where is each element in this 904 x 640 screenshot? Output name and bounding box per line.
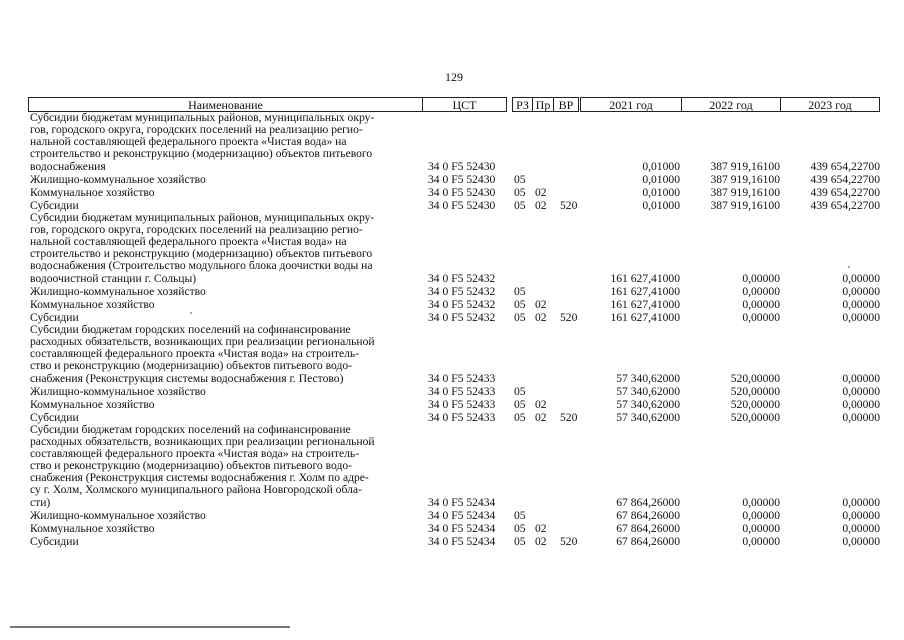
row-2021: 67 864,26000	[616, 509, 680, 522]
row-name: водоочистной станции г. Сольцы)	[30, 272, 197, 285]
row-2022: 0,00000	[742, 496, 780, 509]
row-2023: 0,00000	[842, 398, 880, 411]
header-2023: 2023 год	[780, 97, 880, 112]
row-2022: 520,00000	[730, 372, 780, 385]
header-2022: 2022 год	[681, 97, 781, 112]
row-cst: 34 0 F5 52430	[428, 186, 496, 199]
row-2022: 387 919,16100	[710, 173, 780, 186]
block-title: Субсидии бюджетам городских поселений на софинансирование расходных обязательств, возникающих при реализации региональной составляющей федерального проекта «Чистая вода» на строитель- ство и реконструкцию (модернизацию) объектов питьевого водо-	[30, 323, 375, 372]
row-2022: 387 919,16100	[710, 199, 780, 212]
row-name: Субсидии	[30, 535, 79, 548]
row-cst: 34 0 F5 52433	[428, 411, 496, 424]
row-2022: 0,00000	[742, 272, 780, 285]
row-cst: 34 0 F5 52430	[428, 173, 496, 186]
row-rz: 05	[514, 522, 526, 535]
row-2023: 439 654,22700	[810, 186, 880, 199]
row-2021: 0,01000	[642, 173, 680, 186]
row-cst: 34 0 F5 52432	[428, 272, 496, 285]
table-row	[30, 522, 890, 535]
row-pr: 02	[535, 298, 547, 311]
row-2023: 0,00000	[842, 509, 880, 522]
row-2021: 161 627,41000	[610, 285, 680, 298]
row-cst: 34 0 F5 52434	[428, 496, 496, 509]
row-pr: 02	[535, 199, 547, 212]
header-name: Наименование	[28, 97, 423, 112]
row-2022: 0,00000	[742, 285, 780, 298]
table-row	[30, 272, 890, 285]
row-2023: 0,00000	[842, 535, 880, 548]
header-cst: ЦСТ	[422, 97, 507, 112]
row-2023: 439 654,22700	[810, 199, 880, 212]
row-name: Жилищно-коммунальное хозяйство	[30, 285, 206, 298]
row-pr: 02	[535, 522, 547, 535]
row-name: Жилищно-коммунальное хозяйство	[30, 173, 206, 186]
row-2023: 0,00000	[842, 522, 880, 535]
row-2023: 0,00000	[842, 372, 880, 385]
row-name: водоснабжения	[30, 160, 106, 173]
row-2021: 57 340,62000	[616, 372, 680, 385]
row-rz: 05	[514, 186, 526, 199]
row-2023: 439 654,22700	[810, 173, 880, 186]
scan-speck	[848, 266, 850, 268]
row-2023: 439 654,22700	[810, 160, 880, 173]
row-pr: 02	[535, 535, 547, 548]
row-cst: 34 0 F5 52432	[428, 298, 496, 311]
row-vr: 520	[560, 199, 578, 212]
row-rz: 05	[514, 298, 526, 311]
row-2022: 0,00000	[742, 522, 780, 535]
row-rz: 05	[514, 199, 526, 212]
row-name: Субсидии	[30, 311, 79, 324]
table-body	[30, 112, 890, 548]
row-pr: 02	[535, 398, 547, 411]
row-2022: 520,00000	[730, 385, 780, 398]
row-cst: 34 0 F5 52433	[428, 385, 496, 398]
row-2022: 520,00000	[730, 398, 780, 411]
row-cst: 34 0 F5 52434	[428, 522, 496, 535]
table-row	[30, 535, 890, 548]
row-2022: 0,00000	[742, 535, 780, 548]
row-vr: 520	[560, 535, 578, 548]
row-2023: 0,00000	[842, 385, 880, 398]
row-cst: 34 0 F5 52434	[428, 509, 496, 522]
row-name: Жилищно-коммунальное хозяйство	[30, 509, 206, 522]
row-cst: 34 0 F5 52432	[428, 285, 496, 298]
block-title: Субсидии бюджетам городских поселений на софинансирование расходных обязательств, возникающих при реализации региональной составляющей федерального проекта «Чистая вода» на строитель- ство и реконструкцию (модернизацию) объектов питьевого водо- снабжения (Реконструкция системы водоснабжения г. Холм по адре- су г. Холм, Холмского муниципального района Новгородской обла-	[30, 423, 375, 496]
scan-speck	[190, 312, 192, 314]
row-pr: 02	[535, 311, 547, 324]
row-name: Субсидии	[30, 411, 79, 424]
row-2023: 0,00000	[842, 285, 880, 298]
row-2021: 0,01000	[642, 160, 680, 173]
row-cst: 34 0 F5 52433	[428, 372, 496, 385]
block-title: Субсидии бюджетам муниципальных районов, муниципальных окру- гов, городского округа, городских поселений на реализацию регио- нальной составляющей федерального проекта «Чистая вода» на строительство и реконструкцию (модернизацию) объектов питьевого водоснабжения (Строительство модульного блока доочистки воды на	[30, 211, 375, 272]
row-name: Коммунальное хозяйство	[30, 186, 155, 199]
row-name: Коммунальное хозяйство	[30, 398, 155, 411]
row-rz: 05	[514, 173, 526, 186]
row-2021: 0,01000	[642, 199, 680, 212]
table-row	[30, 509, 890, 522]
row-rz: 05	[514, 509, 526, 522]
table-row	[30, 385, 890, 398]
row-2022: 387 919,16100	[710, 160, 780, 173]
row-2021: 67 864,26000	[616, 535, 680, 548]
row-name: Субсидии	[30, 199, 79, 212]
row-2022: 520,00000	[730, 411, 780, 424]
row-cst: 34 0 F5 52434	[428, 535, 496, 548]
table-row	[30, 186, 890, 199]
row-rz: 05	[514, 535, 526, 548]
row-rz: 05	[514, 311, 526, 324]
table-row	[30, 173, 890, 186]
row-pr: 02	[535, 186, 547, 199]
row-2023: 0,00000	[842, 298, 880, 311]
row-2022: 0,00000	[742, 311, 780, 324]
row-name: Коммунальное хозяйство	[30, 298, 155, 311]
row-2021: 57 340,62000	[616, 398, 680, 411]
row-pr: 02	[535, 411, 547, 424]
row-cst: 34 0 F5 52430	[428, 199, 496, 212]
row-vr: 520	[560, 311, 578, 324]
page-edge-line	[10, 626, 290, 628]
row-2022: 0,00000	[742, 298, 780, 311]
row-2023: 0,00000	[842, 272, 880, 285]
row-cst: 34 0 F5 52433	[428, 398, 496, 411]
row-2021: 57 340,62000	[616, 385, 680, 398]
row-2023: 0,00000	[842, 411, 880, 424]
row-2021: 57 340,62000	[616, 411, 680, 424]
row-2021: 67 864,26000	[616, 522, 680, 535]
table-block	[30, 112, 890, 212]
row-rz: 05	[514, 385, 526, 398]
row-2021: 161 627,41000	[610, 298, 680, 311]
table-row	[30, 285, 890, 298]
header-pr: Пр	[532, 97, 554, 112]
table-block	[30, 324, 890, 424]
row-vr: 520	[560, 411, 578, 424]
row-rz: 05	[514, 411, 526, 424]
table-block	[30, 212, 890, 324]
row-2021: 67 864,26000	[616, 496, 680, 509]
table-block	[30, 424, 890, 548]
block-title: Субсидии бюджетам муниципальных районов, муниципальных окру- гов, городского округа, городских поселений на реализацию регио- нальной составляющей федерального проекта «Чистая вода» на строительство и реконструкцию (модернизацию) объектов питьевого	[30, 111, 375, 160]
table-row	[30, 160, 890, 173]
table-row	[30, 298, 890, 311]
row-2021: 161 627,41000	[610, 272, 680, 285]
row-name: снабжения (Реконструкция системы водоснабжения г. Пестово)	[30, 372, 344, 385]
row-2022: 387 919,16100	[710, 186, 780, 199]
table-row	[30, 372, 890, 385]
header-2021: 2021 год	[580, 97, 682, 112]
header-rz: РЗ	[512, 97, 533, 112]
page-number: 129	[445, 70, 463, 84]
row-cst: 34 0 F5 52430	[428, 160, 496, 173]
row-2021: 161 627,41000	[610, 311, 680, 324]
table-row	[30, 496, 890, 509]
header-vr: ВР	[553, 97, 579, 112]
row-2022: 0,00000	[742, 509, 780, 522]
row-name: Жилищно-коммунальное хозяйство	[30, 385, 206, 398]
row-name: сти)	[30, 496, 51, 509]
row-2023: 0,00000	[842, 311, 880, 324]
row-rz: 05	[514, 285, 526, 298]
table-row	[30, 398, 890, 411]
row-rz: 05	[514, 398, 526, 411]
row-cst: 34 0 F5 52432	[428, 311, 496, 324]
row-2023: 0,00000	[842, 496, 880, 509]
row-name: Коммунальное хозяйство	[30, 522, 155, 535]
row-2021: 0,01000	[642, 186, 680, 199]
